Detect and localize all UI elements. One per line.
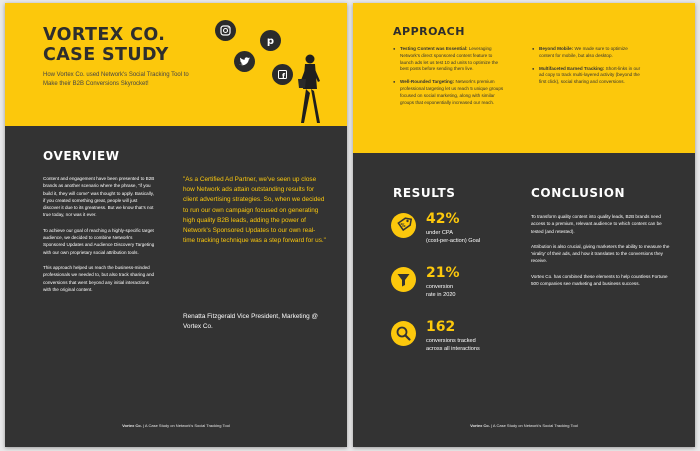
stat-label-tracked: conversions tracked across all interactions — [426, 338, 480, 352]
conclusion-paragraph: Attribution is also crucial, giving marketers the ability to measure the 'virality' of their ads, and how it translates to the conversions they receive. — [531, 243, 670, 264]
page-footer — [353, 423, 695, 428]
overview-paragraph: To achieve our goal of reaching a highly-specific target audience, we decided to combine Network's Sponsored Updates and Audience Discovery Targeting with our own proprietary social attribution tools. — [43, 227, 155, 255]
pinterest-icon — [260, 30, 281, 51]
approach-item: ● Multifaceted Earned Tracking: Short-links in our ad copy to track multi-layered activity (beyond the first click), social sharing and conversions. — [532, 66, 644, 86]
results-heading: RESULTS — [393, 186, 456, 200]
stat-label-conversion: conversion rate in 2020 — [426, 284, 456, 298]
document-subtitle: How Vortex Co. used Network's Social Tracking Tool to Make their B2B Conversions Skyrocket! — [43, 72, 189, 87]
instagram-icon — [215, 20, 236, 41]
stat-label-cpa: under CPA (cost-per-action) Goal — [426, 230, 481, 244]
svg-text:f: f — [281, 72, 286, 81]
conclusion-heading: CONCLUSION — [531, 186, 626, 200]
conclusion-paragraph: Vortex Co. has combined these elements to help countless Fortune 500 companies see marketing and business success. — [531, 273, 668, 287]
footer-text: | A Case Study on Network's Social Tracking Tool — [489, 423, 578, 428]
footer-brand: Vortex Co. — [470, 423, 490, 428]
overview-paragraph: Content and engagement have been presented to B2B brands as another scenario where the phrase, "if you build it, they will come" was thought to apply. Basically, if you created something great, people will just discover it due to its greatness. But we know that's not true today, nor was it ever. — [43, 176, 155, 218]
approach-item: ● Beyond Mobile: We made sure to optimize content for mobile, but also desktop. — [532, 46, 644, 60]
funnel-icon — [391, 267, 416, 292]
twitter-icon — [234, 51, 255, 72]
page-footer — [5, 423, 347, 428]
title-line-2: CASE STUDY — [43, 45, 169, 65]
conclusion-body — [531, 213, 671, 295]
svg-text:p: p — [266, 36, 275, 47]
stat-value-cpa: 42% — [426, 211, 460, 227]
price-tag-icon — [391, 213, 416, 238]
approach-list-left — [393, 46, 505, 112]
quote-attribution: Renatta Fitzgerald Vice President, Marketing @ Vortex Co. — [183, 313, 318, 331]
approach-item: ● Well-Rounded Targeting: Network's premium professional targeting let us reach 5 unique groups focused on social marketing, along with similar groups that exponentially increased our reach. — [393, 79, 505, 106]
title-line-1: VORTEX CO. — [43, 25, 166, 45]
approach-heading: APPROACH — [393, 25, 465, 38]
overview-paragraph: This approach helped us reach the business-minded professionals we needed to, but also track sharing and conversions that went beyond any initial interactions with the original content. — [43, 264, 155, 292]
case-study-page-1 — [5, 3, 347, 447]
approach-list-right — [532, 46, 644, 92]
stat-value-conversion: 21% — [426, 265, 460, 281]
case-study-page-2 — [353, 3, 695, 447]
svg-text:%: % — [400, 223, 406, 229]
document-title — [43, 25, 169, 65]
testimonial-quote: "As a Certified Ad Partner, we've seen up close how Network ads attain outstanding results for client advertising strategies. So, when we decided to run our own campaign focused on generating high quality B2B leads, adding the power of Network's Sponsored Updates to our own real-time tracking technique was a step forward for us." — [183, 176, 326, 245]
footer-brand: Vortex Co. — [122, 423, 142, 428]
stat-value-tracked: 162 — [426, 319, 456, 335]
approach-item: ● Testing Content was Essential: Leveraging Network's direct sponsored content feature to launch ads let us test 10 ad units to optimize the best posts before sending them live. — [393, 46, 505, 73]
facebook-icon — [272, 64, 293, 85]
overview-heading: OVERVIEW — [43, 149, 120, 163]
conclusion-paragraph: To transform quality content into quality leads, B2B brands need access to a premium, relevant audience to which content can be tested (and retested). — [531, 214, 662, 234]
walking-woman-illustration — [293, 53, 327, 127]
footer-text: | A Case Study on Network's Social Tracking Tool — [141, 423, 230, 428]
overview-body — [43, 175, 155, 301]
magnifier-icon — [391, 321, 416, 346]
